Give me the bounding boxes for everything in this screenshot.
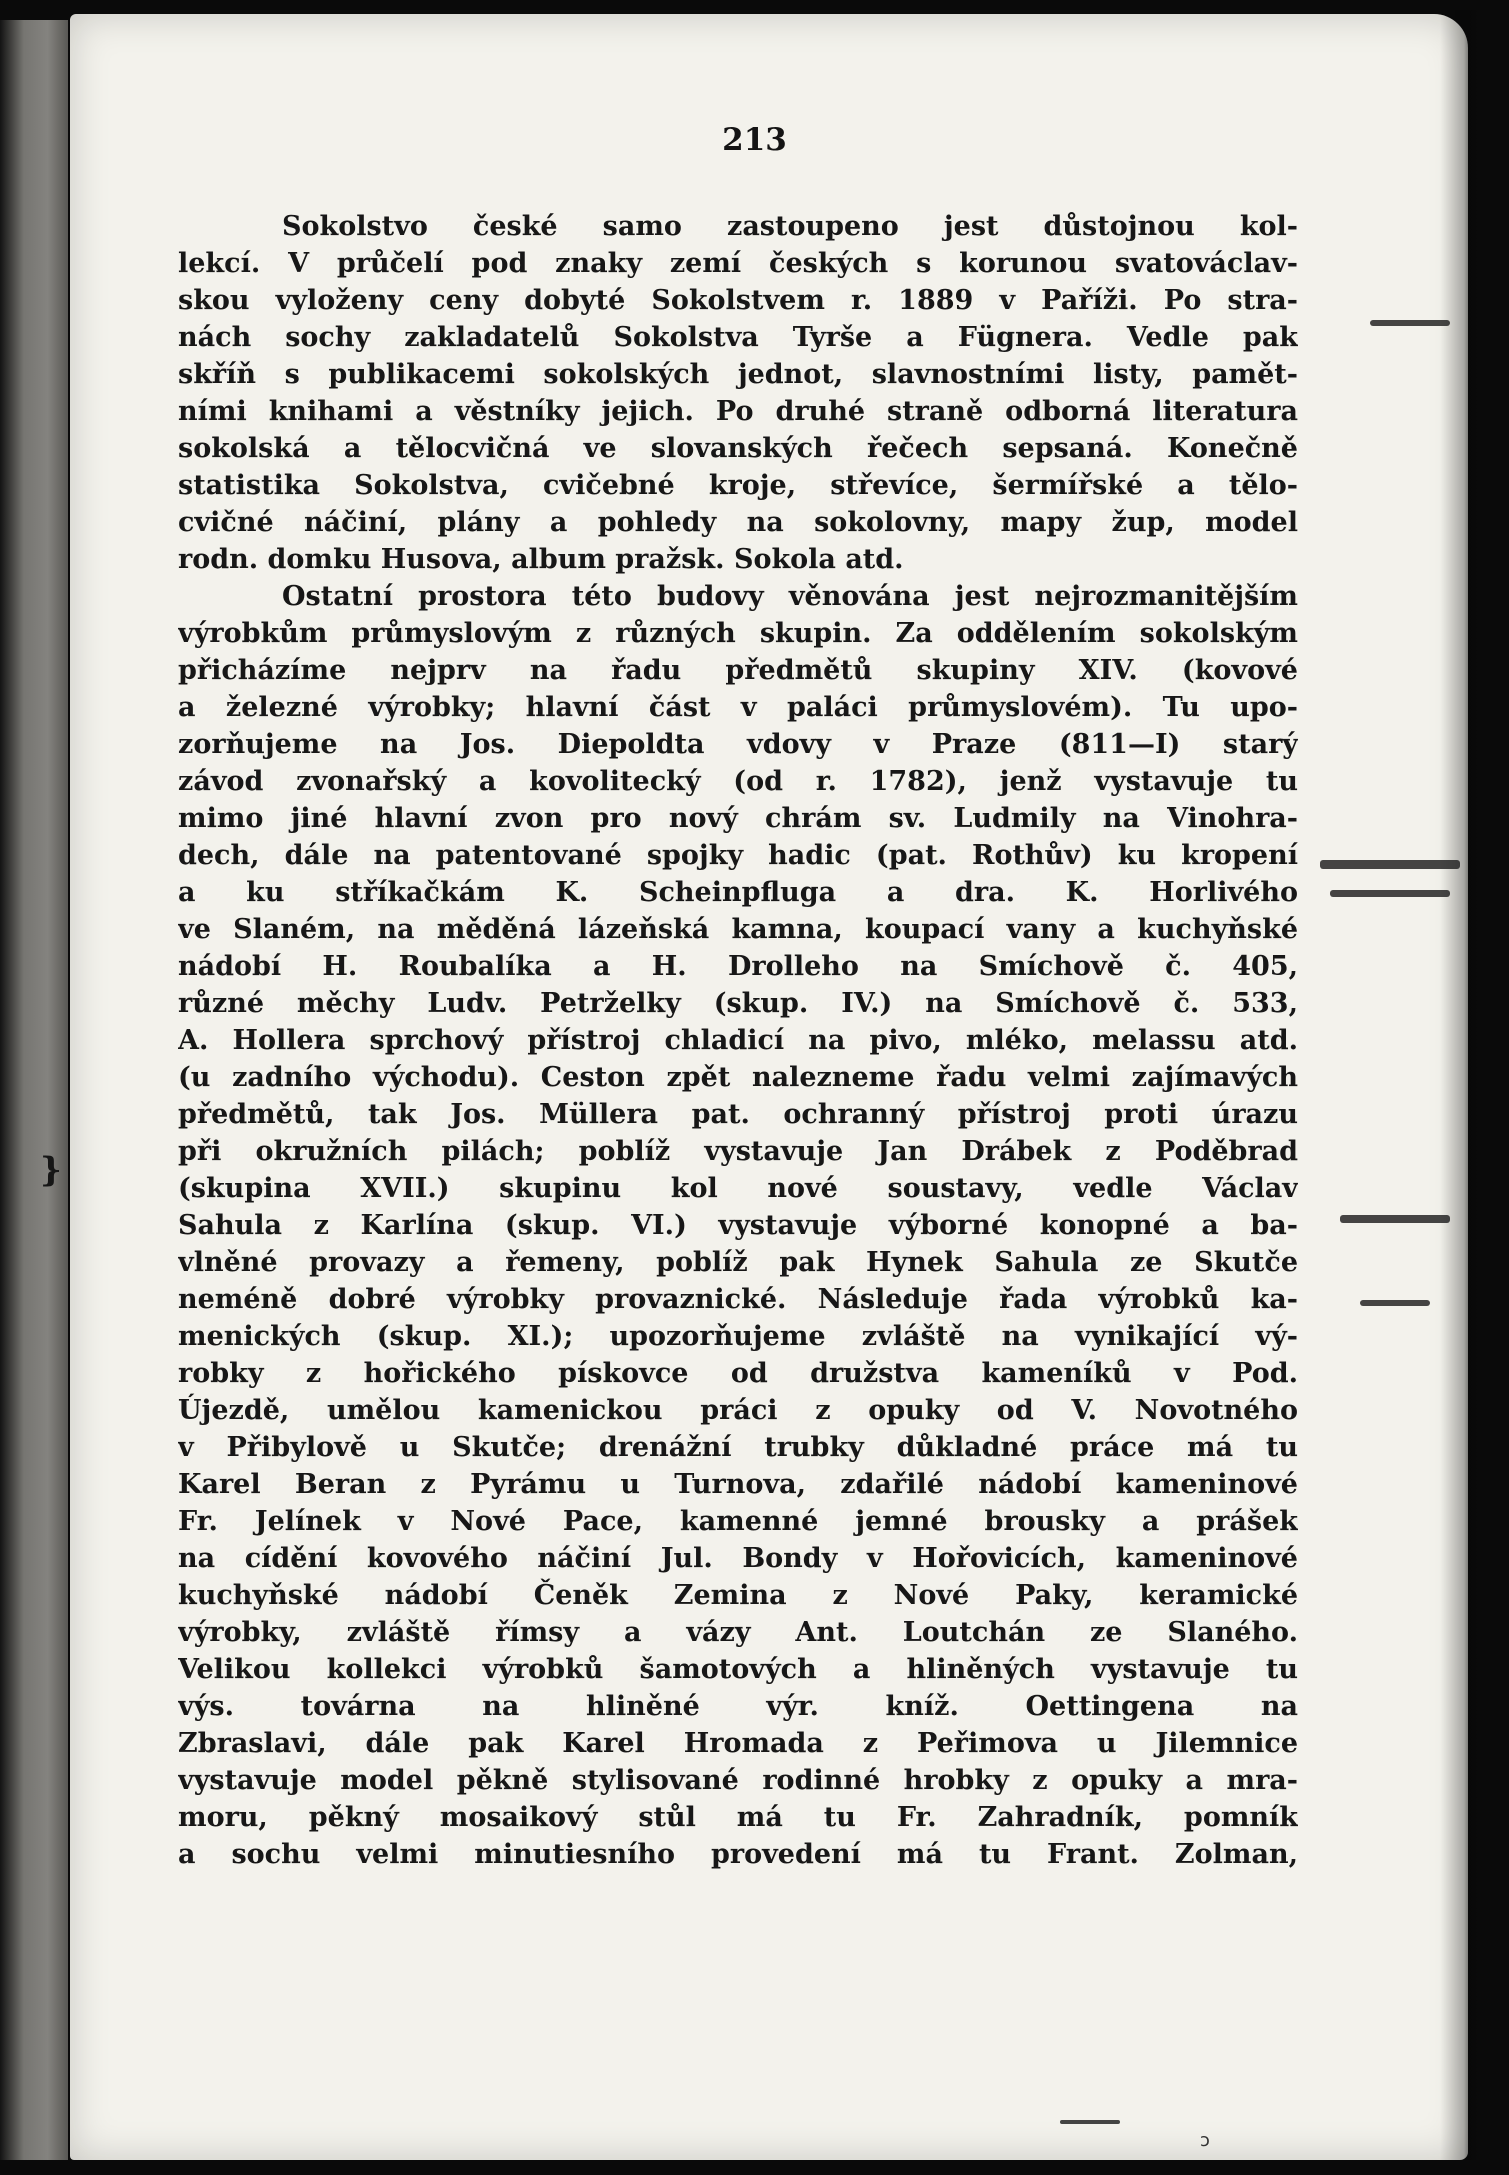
ink-smudge: [1360, 1300, 1430, 1306]
page-edge-shadow: [1440, 10, 1480, 2160]
text-line: robky z hořického pískovce od družstva kameníků v Pod.: [178, 1358, 1298, 1389]
text-line: dech, dále na patentované spojky hadic (pat. Rothův) ku kropení: [178, 840, 1298, 871]
text-line: sokolská a tělocvičná ve slovanských řečech sepsaná. Konečně: [178, 433, 1298, 464]
text-line: různé měchy Ludv. Petrželky (skup. IV.) na Smíchově č. 533,: [178, 988, 1298, 1019]
corner-mark: ɔ: [1200, 2130, 1210, 2151]
ink-smudge: [1370, 320, 1450, 326]
text-line: zorňujeme na Jos. Diepoldta vdovy v Praze (811—I) starý: [178, 729, 1298, 760]
margin-mark: }: [40, 1150, 62, 1190]
text-line: přicházíme nejprv na řadu předmětů skupiny XIV. (kovové: [178, 655, 1298, 686]
ink-smudge: [1330, 890, 1450, 897]
text-line: výrobkům průmyslovým z různých skupin. Za oddělením sokolským: [178, 618, 1298, 649]
text-line: (u zadního východu). Ceston zpět nalezneme řadu velmi zajímavých: [178, 1062, 1298, 1093]
text-line: na cídění kovového náčiní Jul. Bondy v Hořovicích, kameninové: [178, 1543, 1298, 1574]
ink-smudge: [1060, 2120, 1120, 2124]
text-line: Velikou kollekci výrobků šamotových a hliněných vystavuje tu: [178, 1654, 1298, 1685]
text-line: a železné výrobky; hlavní část v paláci průmyslovém). Tu upo-: [178, 692, 1298, 723]
text-line: při okružních pilách; poblíž vystavuje Jan Drábek z Poděbrad: [178, 1136, 1298, 1167]
text-line: v Přibylově u Skutče; drenážní trubky důkladné práce má tu: [178, 1432, 1298, 1463]
text-line: ními knihami a věstníky jejich. Po druhé straně odborná literatura: [178, 396, 1298, 427]
text-line: skříň s publikacemi sokolských jednot, slavnostními listy, pamět-: [178, 359, 1298, 390]
text-line: závod zvonařský a kovolitecký (od r. 1782), jenž vystavuje tu: [178, 766, 1298, 797]
text-line: menických (skup. XI.); upozorňujeme zvláště na vynikající vý-: [178, 1321, 1298, 1352]
text-line: moru, pěkný mosaikový stůl má tu Fr. Zahradník, pomník: [178, 1802, 1298, 1833]
page-number: 213: [722, 122, 787, 158]
body-text: [178, 208, 1298, 1873]
ink-smudge: [1320, 860, 1460, 869]
text-line: kuchyňské nádobí Čeněk Zemina z Nové Paky, keramické: [178, 1580, 1298, 1611]
text-line: skou vyloženy ceny dobyté Sokolstvem r. 1889 v Paříži. Po stra-: [178, 285, 1298, 316]
text-line: Újezdě, umělou kamenickou práci z opuky od V. Novotného: [178, 1395, 1298, 1426]
text-line: rodn. domku Husova, album pražsk. Sokola atd.: [178, 544, 904, 575]
text-line: a sochu velmi minutiesního provedení má tu Frant. Zolman,: [178, 1839, 1298, 1870]
text-line: a ku stříkačkám K. Scheinpfluga a dra. K. Horlivého: [178, 877, 1298, 908]
text-line: Sahula z Karlína (skup. VI.) vystavuje výborné konopné a ba-: [178, 1210, 1298, 1241]
text-line: výs. továrna na hliněné výr. kníž. Oettingena na: [178, 1691, 1298, 1722]
text-line: mimo jiné hlavní zvon pro nový chrám sv. Ludmily na Vinohra-: [178, 803, 1298, 834]
text-line: Ostatní prostora této budovy věnována jest nejrozmanitějším: [282, 581, 1298, 612]
text-line: Sokolstvo české samo zastoupeno jest důstojnou kol-: [282, 211, 1298, 242]
text-line: A. Hollera sprchový přístroj chladicí na pivo, mléko, melassu atd.: [178, 1025, 1298, 1056]
text-line: vystavuje model pěkně stylisované rodinné hrobky z opuky a mra-: [178, 1765, 1298, 1796]
text-line: předmětů, tak Jos. Müllera pat. ochranný přístroj proti úrazu: [178, 1099, 1298, 1130]
text-line: lekcí. V průčelí pod znaky zemí českých s korunou svatováclav-: [178, 248, 1298, 279]
text-line: ve Slaném, na měděná lázeňská kamna, koupací vany a kuchyňské: [178, 914, 1298, 945]
text-line: Karel Beran z Pyrámu u Turnova, zdařilé nádobí kameninové: [178, 1469, 1298, 1500]
text-line: statistika Sokolstva, cvičebné kroje, střevíce, šermířské a tělo-: [178, 470, 1298, 501]
text-line: nádobí H. Roubalíka a H. Drolleho na Smíchově č. 405,: [178, 951, 1298, 982]
text-line: cvičné náčiní, plány a pohledy na sokolovny, mapy žup, model: [178, 507, 1298, 538]
ink-smudge: [1340, 1215, 1450, 1223]
previous-page-edge: [0, 20, 68, 2160]
text-line: (skupina XVII.) skupinu kol nové soustavy, vedle Václav: [178, 1173, 1298, 1204]
text-line: vlněné provazy a řemeny, poblíž pak Hynek Sahula ze Skutče: [178, 1247, 1298, 1278]
text-line: Fr. Jelínek v Nové Pace, kamenné jemné brousky a prášek: [178, 1506, 1298, 1537]
text-line: Zbraslavi, dále pak Karel Hromada z Peřimova u Jilemnice: [178, 1728, 1298, 1759]
text-line: nách sochy zakladatelů Sokolstva Tyrše a Fügnera. Vedle pak: [178, 322, 1298, 353]
text-line: výrobky, zvláště římsy a vázy Ant. Loutchán ze Slaného.: [178, 1617, 1298, 1648]
text-line: neméně dobré výrobky provaznické. Následuje řada výrobků ka-: [178, 1284, 1298, 1315]
